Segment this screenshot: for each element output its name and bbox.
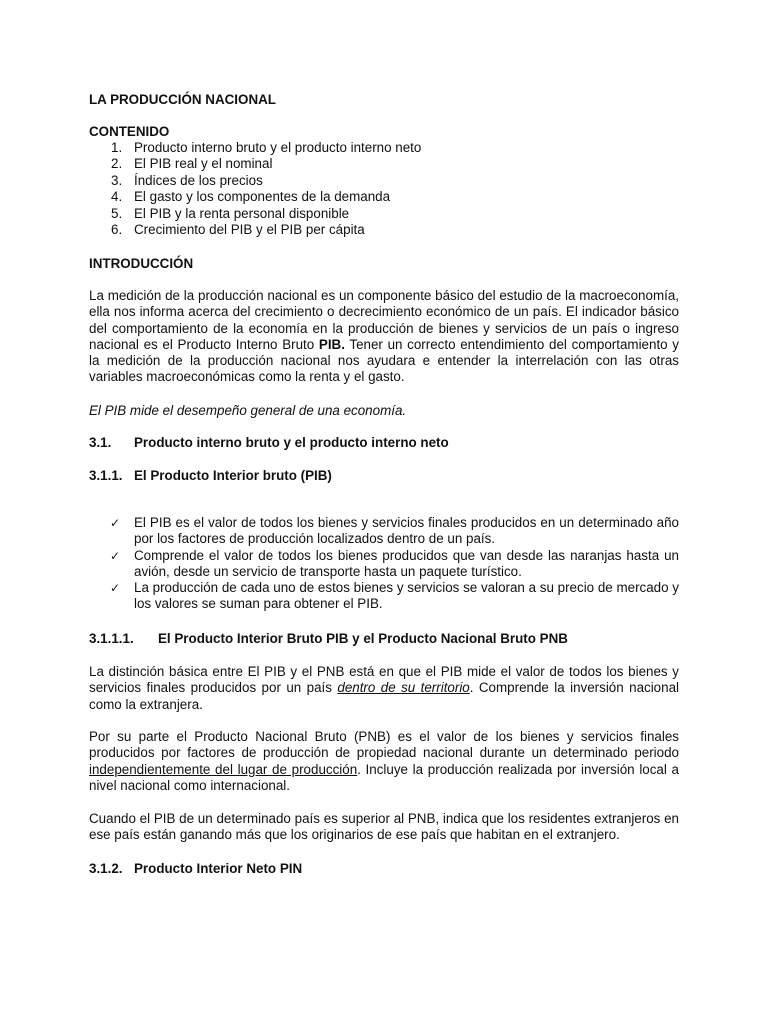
item-number: 4. (111, 189, 123, 205)
section-title: El Producto Interior Bruto PIB y el Producto Nacional Bruto PNB (158, 631, 568, 646)
paragraph-text: La distinción básica entre El PIB y el PNB está en que el PIB mide el valor de todos los bienes y servicios finales producidos por un país (89, 664, 679, 696)
list-item (89, 206, 679, 222)
item-text: Crecimiento del PIB y el PIB per cápita (134, 222, 365, 238)
bullet-text: La producción de cada uno de estos bienes y servicios se valoran a su precio de mercado y los valores se suman para obtener el PIB. (134, 580, 679, 612)
item-number: 3. (111, 172, 123, 188)
section-title: Producto interno bruto y el producto interno neto (134, 435, 449, 450)
item-text: El PIB real y el nominal (134, 156, 273, 172)
section-number: 3.1.1. (89, 468, 123, 483)
list-item (89, 173, 679, 189)
item-text: Producto interno bruto y el producto interno neto (134, 140, 422, 155)
intro-heading: INTRODUCCIÓN (89, 256, 194, 271)
intro-text-a: La medición de la producción nacional es un componente básico del estudio de la macroeconomía, ella nos informa acerca del crecimiento o decrecimiento económico de un país. El indicador básico del comportamiento de la economía en la producción de bienes y servicios de un país o ingreso nacional es el Producto Interno Bruto (89, 288, 679, 352)
paragraph-residents: Cuando el PIB de un determinado país es superior al PNB, indica que los residentes extranjeros en ese país están ganando más que los originarios de ese país que habitan en el extranjero. (89, 811, 679, 843)
paragraph-text: . Incluye la producción realizada por inversión local a nivel nacional como internacional. (89, 761, 679, 793)
underlined-phrase: independientemente del lugar de producción (89, 761, 358, 777)
bullet-text: Comprende el valor de todos los bienes producidos que van desde las naranjas hasta un avión, desde un servicio de transporte hasta un paquete turístico. (134, 547, 679, 579)
intro-text-b: Tener un correcto entendimiento del comportamiento y la medición de la producción nacional nos ayudara e entender la interrelación con las otras variables macroeconómicas como la renta y el gasto. (89, 336, 679, 385)
contents-heading: CONTENIDO (89, 124, 170, 139)
bullet-text: El PIB es el valor de todos los bienes y servicios finales producidos en un determinado año por los factores de producción localizados dentro de un país. (134, 515, 679, 547)
list-item (89, 222, 679, 238)
section-number: 3.1. (89, 435, 112, 450)
section-number: 3.1.2. (89, 861, 123, 876)
paragraph-pib-pnb (89, 664, 679, 713)
paragraph-text: . Comprende la inversión nacional como la extranjera. (89, 680, 679, 712)
item-number: 2. (111, 156, 123, 172)
section-3-1-heading (89, 435, 449, 451)
paragraph-text: Por su parte el Producto Nacional Bruto (PNB) es el valor de los bienes y servicios finales producidos por factores de producción de propiedad nacional durante un determinado periodo (89, 729, 679, 761)
section-3-1-1-heading (89, 468, 332, 484)
section-title: El Producto Interior bruto (PIB) (134, 468, 332, 483)
item-text: Índices de los precios (134, 172, 263, 188)
underlined-phrase: dentro de su territorio (337, 680, 470, 696)
check-icon: ✓ (110, 516, 121, 530)
document-title: LA PRODUCCIÓN NACIONAL (89, 92, 276, 107)
item-number: 6. (111, 222, 123, 238)
item-text: El PIB y la renta personal disponible (134, 205, 350, 221)
section-title: Producto Interior Neto PIN (134, 861, 303, 876)
check-icon: ✓ (110, 581, 121, 596)
intro-bold-pib: PIB. (318, 336, 345, 352)
item-text: El gasto y los componentes de la demanda (134, 189, 391, 205)
list-item (89, 548, 679, 581)
section-3-1-2-heading (89, 861, 302, 877)
intro-italic-line: El PIB mide el desempeño general de una economía. (89, 403, 407, 418)
section-3-1-1-1-heading (89, 631, 568, 647)
item-number: 1. (111, 140, 123, 155)
bullet-list (89, 515, 679, 613)
list-item (89, 515, 679, 548)
list-item (89, 580, 679, 613)
list-item (89, 156, 679, 172)
paragraph-pnb (89, 729, 679, 794)
list-item (89, 140, 679, 156)
item-number: 5. (111, 205, 123, 221)
list-item (89, 189, 679, 205)
intro-paragraph (89, 288, 679, 386)
check-icon: ✓ (110, 548, 121, 563)
section-number: 3.1.1.1. (89, 631, 134, 646)
contents-list (89, 140, 679, 238)
